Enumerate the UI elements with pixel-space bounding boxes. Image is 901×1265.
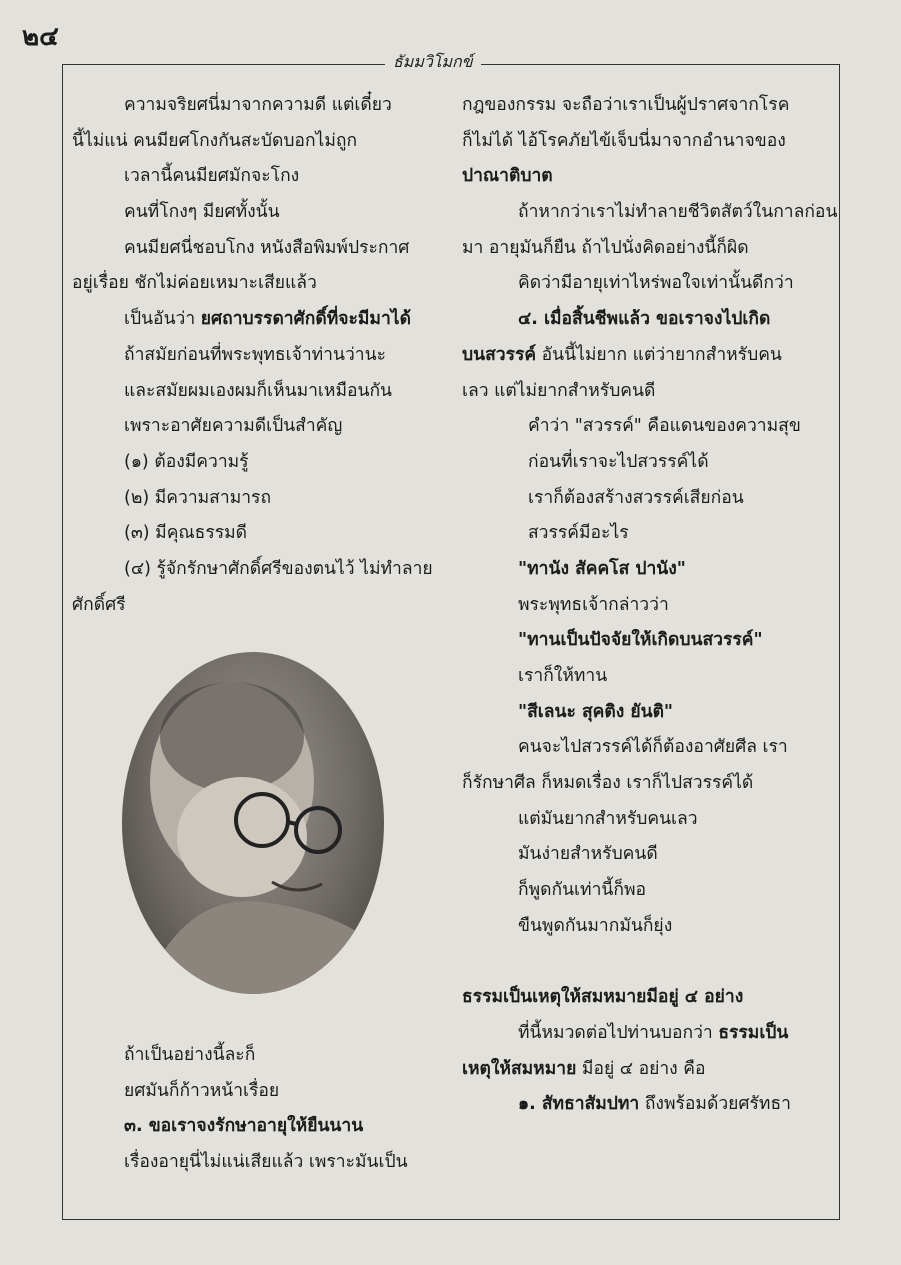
body-text: ก็ไม่ได้ ไอ้โรคภัยไข้เจ็บนี่มาจากอำนาจของ — [462, 130, 786, 151]
text-line — [72, 302, 448, 338]
text-line — [462, 837, 830, 873]
body-text: คำว่า "สวรรค์" คือแดนของความสุข — [528, 416, 801, 437]
body-text: คนที่โกงๆ มียศทั้งนั้น — [124, 202, 280, 223]
body-text: ความจริยศนี่มาจากความดี แต่เดี๋ยว — [124, 95, 392, 115]
bold-text: ๔. เมื่อสิ้นชีพแล้ว ขอเราจงไปเกิด — [518, 309, 771, 330]
text-line — [462, 730, 830, 766]
text-line — [462, 766, 830, 802]
text-line — [72, 1145, 448, 1181]
text-line — [462, 231, 830, 267]
body-text: เรื่องอายุนี่ไม่แน่เสียแล้ว เพราะมันเป็น — [124, 1152, 408, 1173]
text-line — [462, 481, 830, 517]
text-line — [462, 1052, 830, 1088]
text-line — [72, 338, 448, 374]
body-text: มา อายุมันก็ยืน ถ้าไปนั่งคิดอย่างนี้ก็ผิด — [462, 237, 749, 258]
text-line — [462, 409, 830, 445]
body-text: มีอยู่ ๔ อย่าง คือ — [576, 1058, 706, 1079]
text-line — [462, 588, 830, 624]
text-line — [462, 88, 830, 124]
text-line — [462, 445, 830, 481]
bold-text: เหตุให้สมหมาย — [462, 1058, 577, 1079]
body-text: เพราะอาศัยความดีเป็นสำคัญ — [124, 416, 343, 437]
body-text: สวรรค์มีอะไร — [528, 523, 629, 544]
body-text: ที่นี้หมวดต่อไปท่านบอกว่า — [518, 1022, 719, 1043]
body-text: ถึงพร้อมด้วยศรัทธา — [639, 1094, 791, 1115]
bold-text: "ทานัง สัคคโส ปานัง" — [518, 558, 686, 579]
body-text: คนจะไปสวรรค์ได้ก็ต้องอาศัยศีล เรา — [518, 737, 788, 758]
body-text: (๒) มีความสามารถ — [124, 487, 272, 508]
text-line — [462, 909, 830, 945]
bold-text: ๑. สัทธาสัมปทา — [518, 1094, 640, 1115]
bold-text: ๓. ขอเราจงรักษาอายุให้ยืนนาน — [124, 1116, 364, 1137]
bold-text: บนสวรรค์ — [462, 344, 537, 365]
text-line — [72, 516, 448, 552]
body-text: แต่มันยากสำหรับคนเลว — [518, 808, 698, 829]
body-text: ก็รักษาศีล ก็หมดเรื่อง เราก็ไปสวรรค์ได้ — [462, 773, 754, 794]
text-line — [462, 1016, 830, 1052]
text-line — [462, 802, 830, 838]
text-line — [72, 124, 448, 160]
text-line — [72, 588, 448, 624]
portrait-illustration — [122, 652, 384, 994]
left-column-bottom — [72, 1038, 448, 1181]
text-line — [462, 124, 830, 160]
text-line — [462, 659, 830, 695]
body-text: เราก็ต้องสร้างสวรรค์เสียก่อน — [528, 487, 744, 508]
body-text: ก่อนที่เราจะไปสวรรค์ได้ — [528, 451, 709, 472]
right-column — [462, 88, 838, 1123]
text-line — [462, 623, 830, 659]
text-line — [462, 266, 830, 302]
body-text: อยู่เรื่อย ชักไม่ค่อยเหมาะเสียแล้ว — [72, 273, 317, 294]
text-line — [72, 266, 448, 302]
body-text: เป็นอันว่า — [124, 309, 201, 330]
page-number: ๒๔ — [22, 22, 59, 52]
body-text: มันง่ายสำหรับคนดี — [518, 844, 658, 865]
text-line — [462, 516, 830, 552]
bold-text: ธรรมเป็นเหตุให้สมหมายมีอยู่ ๔ อย่าง — [462, 987, 744, 1008]
text-line — [462, 195, 838, 231]
running-head: ธัมมวิโมกข์ — [385, 50, 481, 75]
body-text: ยศมันก็ก้าวหน้าเรื่อย — [124, 1080, 280, 1101]
text-line — [462, 980, 830, 1016]
body-text: เวลานี้คนมียศมักจะโกง — [124, 166, 300, 187]
body-text: กฎของกรรม จะถือว่าเราเป็นผู้ปราศจากโรค — [462, 95, 790, 115]
body-text: คิดว่ามีอายุเท่าไหร่พอใจเท่านั้นดีกว่า — [518, 273, 794, 294]
text-line — [72, 231, 448, 267]
text-line — [72, 552, 448, 588]
bold-text: ธรรมเป็น — [718, 1022, 789, 1043]
body-text: พระพุทธเจ้ากล่าวว่า — [518, 594, 669, 615]
body-text: ถ้าสมัยก่อนที่พระพุทธเจ้าท่านว่านะ — [124, 344, 386, 365]
text-line — [72, 481, 448, 517]
body-text: (๓) มีคุณธรรมดี — [124, 523, 248, 544]
text-line — [72, 159, 448, 195]
body-text: เลว แต่ไม่ยากสำหรับคนดี — [462, 380, 656, 401]
body-text: และสมัยผมเองผมก็เห็นมาเหมือนกัน — [124, 380, 393, 401]
text-line — [462, 695, 830, 731]
monk-portrait-photo — [122, 652, 384, 994]
bold-text: "สีเลนะ สุคติง ยันติ" — [518, 701, 674, 722]
body-text: ขืนพูดกันมากมันก็ยุ่ง — [518, 915, 673, 936]
body-text: (๑) ต้องมีความรู้ — [124, 451, 249, 472]
blank-line — [462, 945, 830, 981]
text-line — [462, 873, 830, 909]
text-line — [72, 1038, 448, 1074]
text-line — [72, 409, 448, 445]
body-text: อันนี้ไม่ยาก แต่ว่ายากสำหรับคน — [536, 344, 782, 365]
body-text: เราก็ให้ทาน — [518, 666, 608, 686]
bold-text: "ทานเป็นปัจจัยให้เกิดบนสวรรค์" — [518, 630, 763, 651]
text-line — [72, 88, 448, 124]
body-text: ถ้าเป็นอย่างนี้ละก็ — [124, 1045, 256, 1065]
body-text: คนมียศนี่ชอบโกง หนังสือพิมพ์ประกาศ — [124, 237, 410, 258]
body-text: ถ้าหากว่าเราไม่ทำลายชีวิตสัตว์ในกาลก่อน — [518, 202, 838, 223]
text-line — [72, 195, 448, 231]
text-line — [72, 445, 448, 481]
text-line — [462, 374, 830, 410]
text-line — [462, 338, 830, 374]
bold-text: ปาณาติบาต — [462, 166, 553, 187]
body-text: นี้ไม่แน่ คนมียศโกงกันสะบัดบอกไม่ถูก — [72, 130, 358, 151]
text-line — [462, 1087, 830, 1123]
left-column — [72, 88, 448, 623]
text-line — [462, 552, 830, 588]
text-line — [72, 1074, 448, 1110]
text-line — [72, 1109, 448, 1145]
text-line — [462, 159, 830, 195]
bold-text: ยศถาบรรดาศักดิ์ที่จะมีมาได้ — [200, 309, 411, 330]
body-text: ศักดิ์ศรี — [72, 594, 126, 615]
body-text: (๔) รู้จักรักษาศักดิ์ศรีของตนไว้ ไม่ทำลาย — [124, 558, 433, 579]
text-line — [462, 302, 830, 338]
body-text: ก็พูดกันเท่านี้ก็พอ — [518, 880, 647, 901]
text-line — [72, 374, 448, 410]
